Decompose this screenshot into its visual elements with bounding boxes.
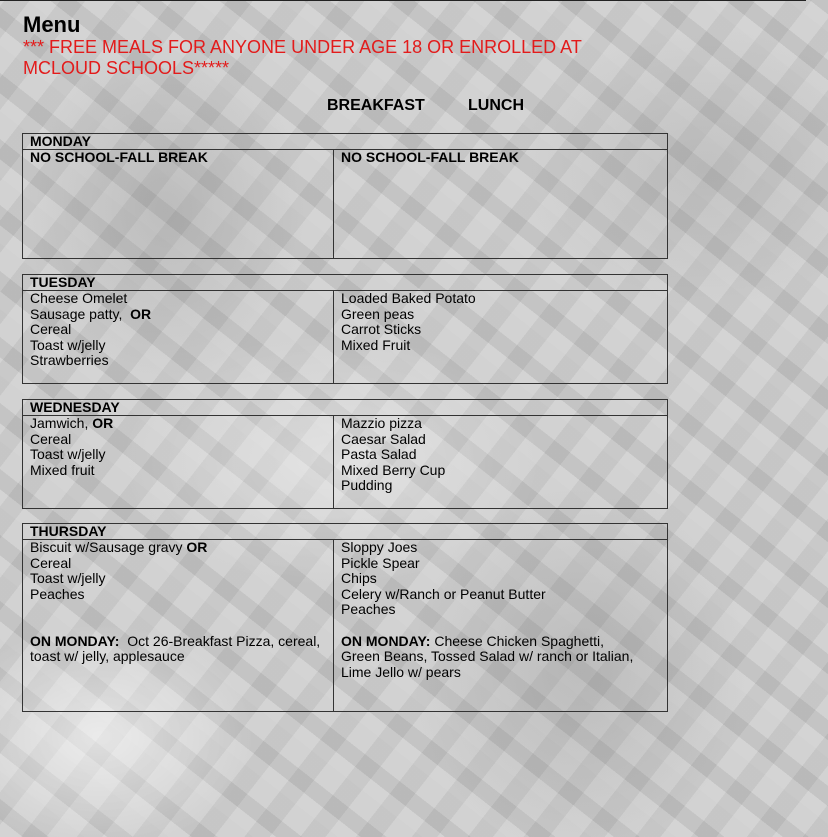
menu-item: Cereal xyxy=(30,554,72,571)
monday-breakfast-note: ON MONDAY: Oct 26-Breakfast Pizza, cereal, toast w/ jelly, applesauce xyxy=(30,632,321,665)
or-label: OR xyxy=(186,539,208,555)
breakfast-cell xyxy=(23,540,334,712)
day-name: MONDAY xyxy=(23,134,667,150)
page-title: Menu xyxy=(23,12,81,37)
breakfast-cell xyxy=(23,416,334,509)
lunch-cell xyxy=(334,540,667,712)
breakfast-cell xyxy=(23,291,334,384)
menu-item: Cereal xyxy=(30,321,72,338)
menu-item: Strawberries xyxy=(30,352,109,369)
day-block-wednesday xyxy=(22,399,668,509)
menu-item: Jamwich, OR xyxy=(30,415,114,431)
menu-item: Pudding xyxy=(341,477,393,494)
menu-item: Toast w/jelly xyxy=(30,446,106,463)
menu-item: Cheese Omelet xyxy=(30,290,128,306)
menu-item: Mixed Fruit xyxy=(341,336,411,353)
menu-item: NO SCHOOL-FALL BREAK xyxy=(30,149,208,165)
top-divider xyxy=(0,0,806,1)
menu-item: Toast w/jelly xyxy=(30,336,106,353)
day-block-tuesday xyxy=(22,274,668,384)
menu-item: Cereal xyxy=(30,430,72,447)
menu-item: Peaches xyxy=(341,601,396,618)
menu-item: Peaches xyxy=(30,585,85,602)
menu-item: Carrot Sticks xyxy=(341,321,422,338)
day-name: THURSDAY xyxy=(23,524,667,540)
menu-item: Loaded Baked Potato xyxy=(341,290,476,306)
menu-item: Mazzio pizza xyxy=(341,415,422,431)
monday-lunch-note: ON MONDAY: Cheese Chicken Spaghetti, Green Beans, Tossed Salad w/ ranch or Italian, Lime Jello w/ pears xyxy=(341,632,634,680)
menu-item: Biscuit w/Sausage gravy OR xyxy=(30,539,208,555)
day-block-thursday xyxy=(22,523,668,712)
menu-item: Mixed Berry Cup xyxy=(341,461,446,478)
menu-item: Chips xyxy=(341,570,377,587)
menu-item: Sloppy Joes xyxy=(341,539,418,555)
menu-item: Caesar Salad xyxy=(341,430,426,447)
lunch-cell xyxy=(334,416,667,509)
menu-item: Pasta Salad xyxy=(341,446,417,463)
lunch-cell xyxy=(334,150,667,259)
menu-item: Mixed fruit xyxy=(30,461,95,478)
breakfast-column-header: BREAKFAST xyxy=(327,97,425,114)
day-block-monday xyxy=(22,133,668,259)
menu-item: Pickle Spear xyxy=(341,554,420,571)
or-label: OR xyxy=(130,305,152,322)
menu-item: Celery w/Ranch or Peanut Butter xyxy=(341,585,546,602)
free-meals-notice: *** FREE MEALS FOR ANYONE UNDER AGE 18 OR ENROLLED AT MCLOUD SCHOOLS***** xyxy=(23,37,582,78)
menu-item: Toast w/jelly xyxy=(30,570,106,587)
menu-item: Green peas xyxy=(341,305,415,322)
day-name: TUESDAY xyxy=(23,275,667,291)
day-name: WEDNESDAY xyxy=(23,400,667,416)
menu-item: NO SCHOOL-FALL BREAK xyxy=(341,149,519,165)
breakfast-cell xyxy=(23,150,334,259)
lunch-column-header: LUNCH xyxy=(468,97,524,114)
or-label: OR xyxy=(92,415,114,431)
lunch-cell xyxy=(334,291,667,384)
menu-item: Sausage patty, OR xyxy=(30,305,152,322)
